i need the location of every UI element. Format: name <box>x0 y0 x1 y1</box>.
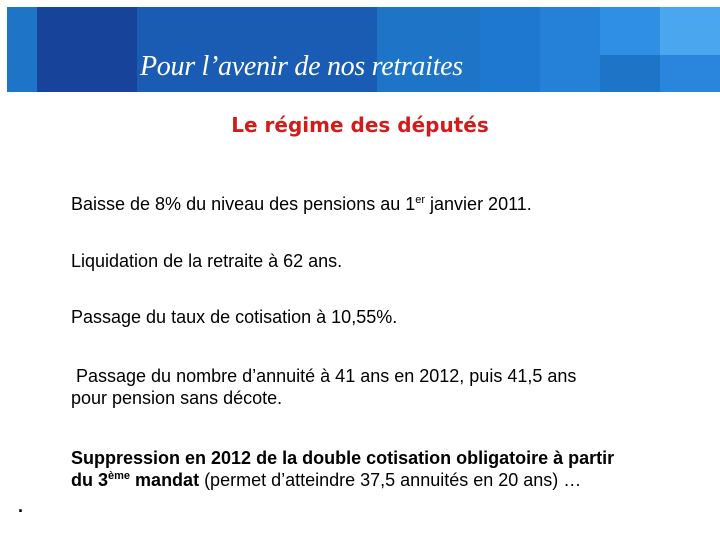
item-line: Passage du nombre d’annuité à 41 ans en 2012, puis 41,5 ans <box>71 366 577 386</box>
page-title: Le régime des députés <box>231 113 489 137</box>
list-item <box>71 250 691 272</box>
superscript: ème <box>108 470 131 482</box>
item-bold-text: du 3 <box>71 470 109 490</box>
trailing-dot: . <box>18 496 24 516</box>
item-line: pour pension sans décote. <box>71 388 283 408</box>
header-banner <box>7 7 720 92</box>
banner-square <box>660 55 720 92</box>
item-text: Liquidation de la retraite à 62 ans. <box>71 251 343 271</box>
item-text: Passage du taux de cotisation à 10,55%. <box>71 307 398 327</box>
item-text: janvier 2011. <box>425 194 532 214</box>
banner-dark-block <box>37 7 137 92</box>
item-text: (permet d’atteindre 37,5 annuités en 20 ans) … <box>199 470 582 490</box>
superscript: er <box>415 194 426 206</box>
banner-square <box>480 7 540 92</box>
banner-square <box>660 7 720 55</box>
list-item <box>71 306 691 328</box>
list-item <box>71 365 691 409</box>
item-text: Baisse de 8% du niveau des pensions au 1 <box>71 194 416 214</box>
item-bold-text: mandat <box>130 470 200 490</box>
banner-square <box>540 7 600 92</box>
list-item <box>71 193 691 215</box>
banner-title: Pour l’avenir de nos retraites <box>140 51 463 82</box>
item-line: Suppression en 2012 de la double cotisation obligatoire à partir <box>71 448 615 468</box>
banner-square <box>600 7 660 55</box>
list-item <box>71 447 691 491</box>
